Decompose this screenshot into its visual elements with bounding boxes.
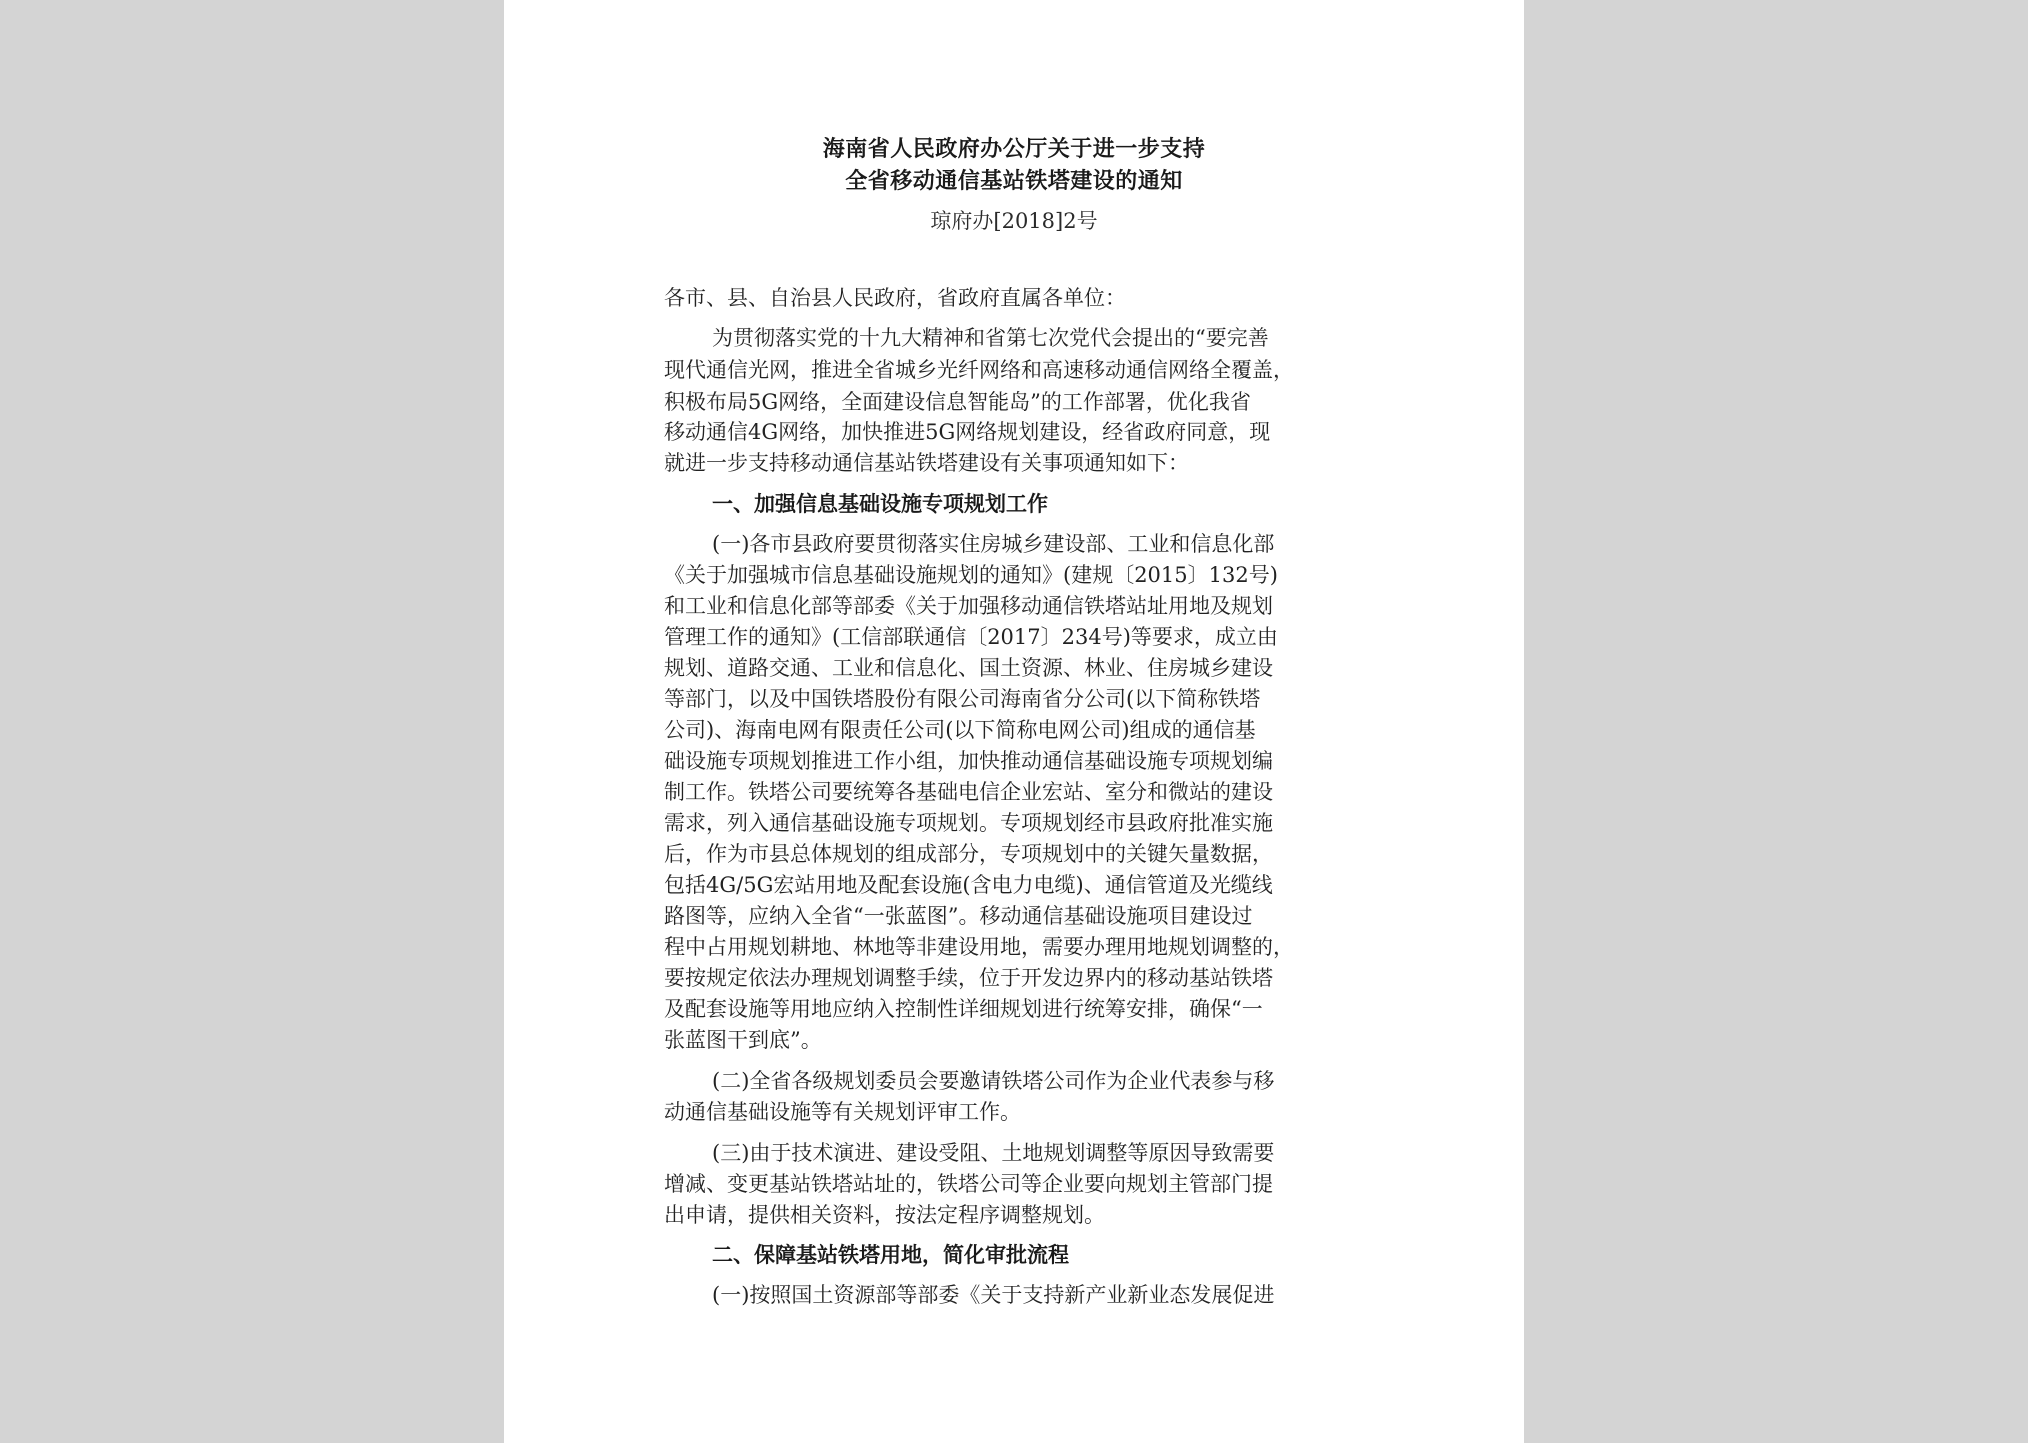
body-line: 积极布局5G网络，全面建设信息智能岛”的工作部署，优化我省 [664, 390, 1251, 414]
body-line: 公司)、海南电网有限责任公司(以下简称电网公司)组成的通信基 [664, 718, 1256, 742]
section-heading-2: 二、保障基站铁塔用地，简化审批流程 [712, 1242, 1069, 1267]
body-line: 和工业和信息化部等部委《关于加强移动通信铁塔站址用地及规划 [664, 594, 1273, 618]
section-heading-1: 一、加强信息基础设施专项规划工作 [712, 491, 1048, 516]
salutation: 各市、县、自治县人民政府，省政府直属各单位： [664, 286, 1126, 310]
body-line: 就进一步支持移动通信基站铁塔建设有关事项通知如下： [664, 451, 1189, 475]
body-line: 础设施专项规划推进工作小组，加快推动通信基础设施专项规划编 [664, 749, 1273, 773]
body-line: 要按规定依法办理规划调整手续，位于开发边界内的移动基站铁塔 [664, 966, 1273, 990]
body-line: (一)按照国土资源部等部委《关于支持新产业新业态发展促进 [712, 1283, 1275, 1307]
body-line: 管理工作的通知》(工信部联通信〔2017〕234号)等要求，成立由 [664, 625, 1278, 649]
document-title-line-2: 全省移动通信基站铁塔建设的通知 [845, 168, 1183, 194]
document-number: 琼府办[2018]2号 [930, 209, 1098, 233]
body-line: 动通信基础设施等有关规划评审工作。 [664, 1100, 1021, 1124]
body-line: 张蓝图干到底”。 [664, 1028, 822, 1052]
body-line: (一)各市县政府要贯彻落实住房城乡建设部、工业和信息化部 [712, 532, 1275, 556]
body-line: 《关于加强城市信息基础设施规划的通知》(建规〔2015〕132号) [664, 563, 1278, 587]
body-line: 移动通信4G网络，加快推进5G网络规划建设，经省政府同意，现 [664, 420, 1271, 444]
body-line: 规划、道路交通、工业和信息化、国土资源、林业、住房城乡建设 [664, 656, 1273, 680]
body-line: 及配套设施等用地应纳入控制性详细规划进行统筹安排，确保“一 [664, 997, 1263, 1021]
body-line: 等部门，以及中国铁塔股份有限公司海南省分公司(以下简称铁塔 [664, 687, 1261, 711]
body-line: 增减、变更基站铁塔站址的，铁塔公司等企业要向规划主管部门提 [664, 1172, 1273, 1196]
body-line: 后，作为市县总体规划的组成部分，专项规划中的关键矢量数据， [664, 842, 1273, 866]
body-line: 路图等，应纳入全省“一张蓝图”。移动通信基础设施项目建设过 [664, 904, 1253, 928]
body-line: 为贯彻落实党的十九大精神和省第七次党代会提出的“要完善 [712, 326, 1269, 350]
body-line: 需求，列入通信基础设施专项规划。专项规划经市县政府批准实施 [664, 811, 1273, 835]
document-title-line-1: 海南省人民政府办公厅关于进一步支持 [822, 136, 1206, 162]
body-line: (三)由于技术演进、建设受阻、土地规划调整等原因导致需要 [712, 1141, 1275, 1165]
body-line: 程中占用规划耕地、林地等非建设用地，需要办理用地规划调整的， [664, 935, 1294, 959]
body-line: 制工作。铁塔公司要统筹各基础电信企业宏站、室分和微站的建设 [664, 780, 1273, 804]
document-page [504, 0, 1524, 1443]
body-line: (二)全省各级规划委员会要邀请铁塔公司作为企业代表参与移 [712, 1069, 1275, 1093]
body-line: 现代通信光网，推进全省城乡光纤网络和高速移动通信网络全覆盖， [664, 358, 1294, 382]
body-line: 包括4G/5G宏站用地及配套设施(含电力电缆)、通信管道及光缆线 [664, 873, 1273, 897]
body-line: 出申请，提供相关资料，按法定程序调整规划。 [664, 1203, 1105, 1227]
